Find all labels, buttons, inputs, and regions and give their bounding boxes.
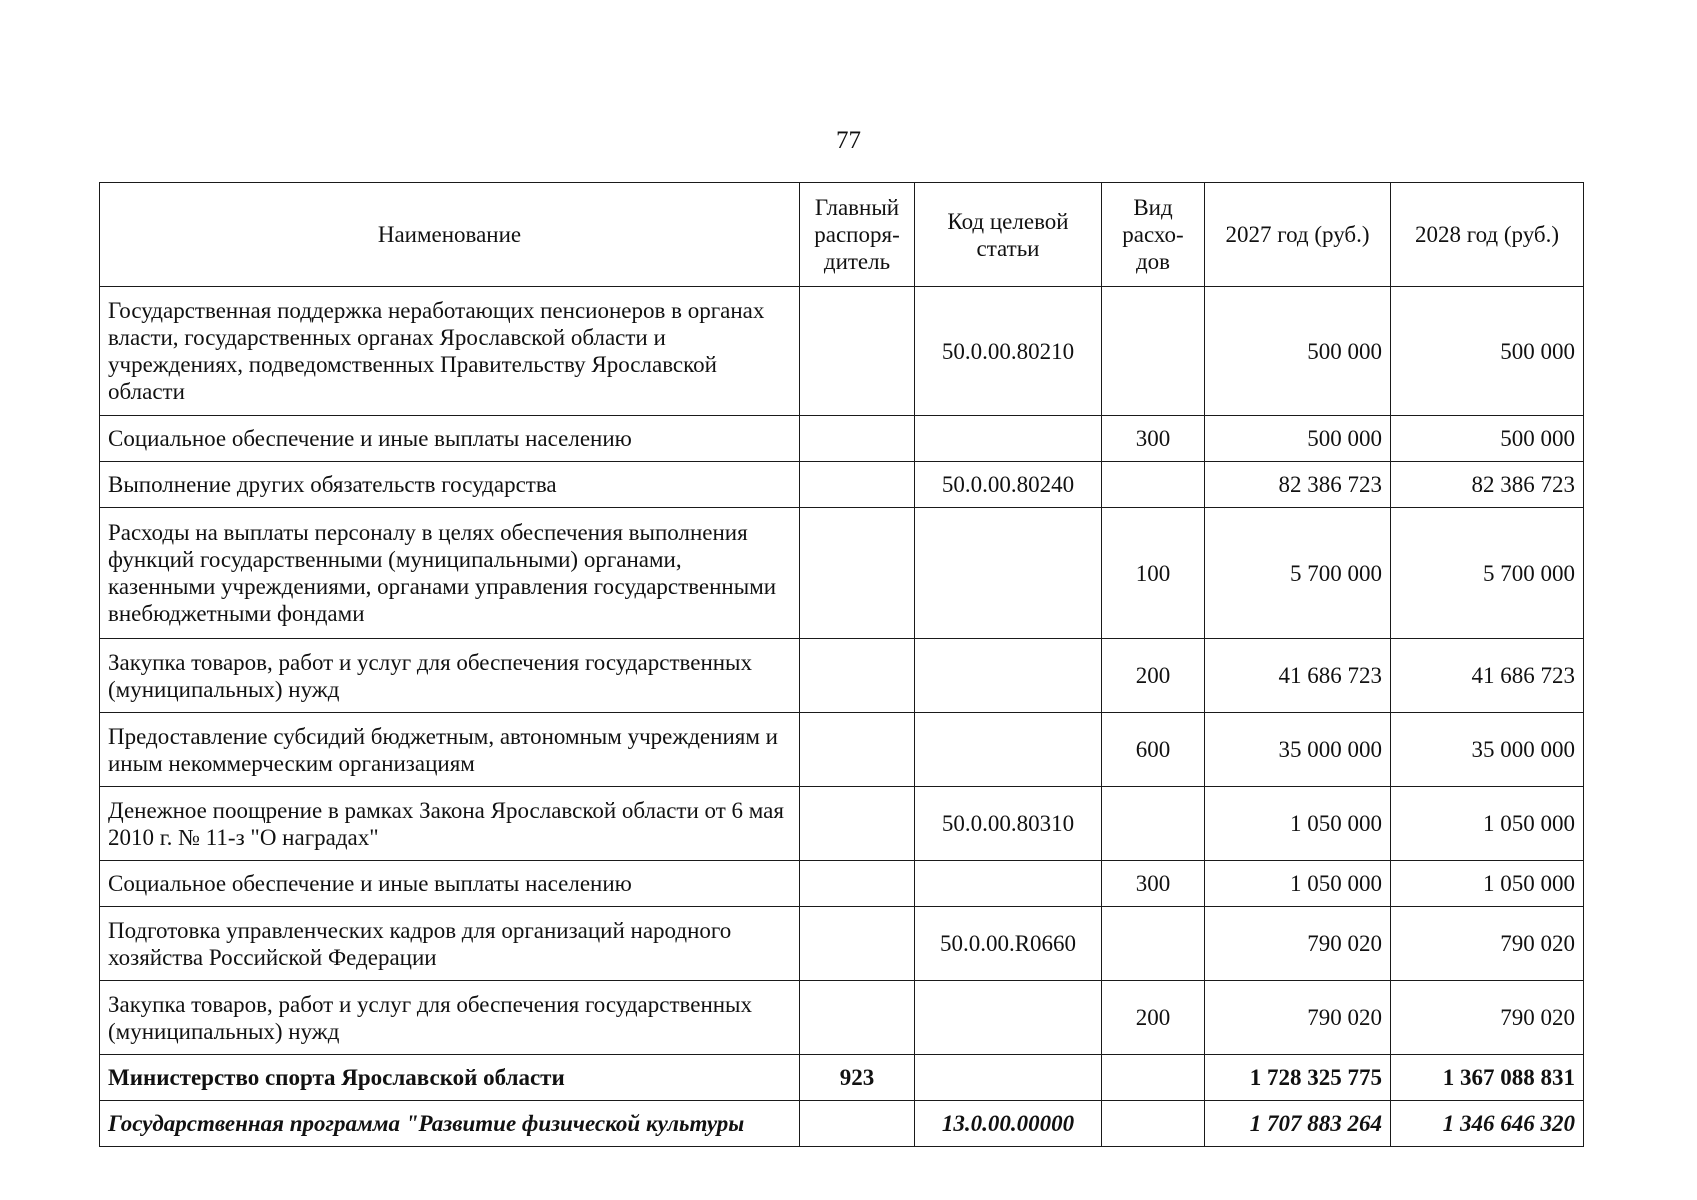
row-2028: 790 020 xyxy=(1391,907,1584,981)
row-2027: 82 386 723 xyxy=(1205,462,1391,508)
row-code xyxy=(915,713,1102,787)
header-kind: Вид расхо-дов xyxy=(1102,183,1205,287)
header-2028: 2028 год (руб.) xyxy=(1391,183,1584,287)
table-row xyxy=(100,713,1584,787)
row-2027: 790 020 xyxy=(1205,907,1391,981)
row-admin: 923 xyxy=(800,1055,915,1101)
table-row xyxy=(100,462,1584,508)
table-row xyxy=(100,787,1584,861)
header-admin: Главный распоря-дитель xyxy=(800,183,915,287)
row-code xyxy=(915,639,1102,713)
row-name: Закупка товаров, работ и услуг для обеспечения государственных (муниципальных) нужд xyxy=(100,639,800,713)
header-2027: 2027 год (руб.) xyxy=(1205,183,1391,287)
row-2028: 1 367 088 831 xyxy=(1391,1055,1584,1101)
row-name: Закупка товаров, работ и услуг для обеспечения государственных (муниципальных) нужд xyxy=(100,981,800,1055)
row-2028: 1 050 000 xyxy=(1391,787,1584,861)
row-2027: 1 707 883 264 xyxy=(1205,1101,1391,1147)
row-2028: 41 686 723 xyxy=(1391,639,1584,713)
row-admin xyxy=(800,462,915,508)
row-code: 50.0.00.80240 xyxy=(915,462,1102,508)
page-number: 77 xyxy=(836,127,861,154)
table-header-row xyxy=(100,183,1584,287)
row-name: Государственная программа "Развитие физической культуры xyxy=(100,1101,800,1147)
row-2028: 82 386 723 xyxy=(1391,462,1584,508)
row-2028: 500 000 xyxy=(1391,416,1584,462)
row-kind xyxy=(1102,462,1205,508)
row-name: Денежное поощрение в рамках Закона Ярославской области от 6 мая 2010 г. № 11-з "О наградах" xyxy=(100,787,800,861)
row-kind: 200 xyxy=(1102,639,1205,713)
row-name: Подготовка управленческих кадров для организаций народного хозяйства Российской Федерации xyxy=(100,907,800,981)
row-code xyxy=(915,981,1102,1055)
row-2027: 790 020 xyxy=(1205,981,1391,1055)
row-admin xyxy=(800,508,915,639)
row-2028: 790 020 xyxy=(1391,981,1584,1055)
row-kind: 300 xyxy=(1102,416,1205,462)
row-kind: 300 xyxy=(1102,861,1205,907)
row-2027: 1 050 000 xyxy=(1205,861,1391,907)
row-admin xyxy=(800,639,915,713)
row-admin xyxy=(800,1101,915,1147)
table-row xyxy=(100,508,1584,639)
header-code: Код целевой статьи xyxy=(915,183,1102,287)
row-name: Расходы на выплаты персоналу в целях обеспечения выполнения функций государственными (муниципальными) органами, казенными учреждениями, органами управления государственными внебюджетными фондами xyxy=(100,508,800,639)
row-code xyxy=(915,1055,1102,1101)
row-2028: 5 700 000 xyxy=(1391,508,1584,639)
table-row xyxy=(100,981,1584,1055)
row-2028: 1 050 000 xyxy=(1391,861,1584,907)
row-name: Министерство спорта Ярославской области xyxy=(100,1055,800,1101)
table-row xyxy=(100,287,1584,416)
row-code: 13.0.00.00000 xyxy=(915,1101,1102,1147)
table-row xyxy=(100,1055,1584,1101)
row-name: Социальное обеспечение и иные выплаты населению xyxy=(100,861,800,907)
table-row xyxy=(100,416,1584,462)
table-row xyxy=(100,639,1584,713)
row-code: 50.0.00.80210 xyxy=(915,287,1102,416)
row-admin xyxy=(800,713,915,787)
row-kind: 100 xyxy=(1102,508,1205,639)
row-code xyxy=(915,508,1102,639)
row-code xyxy=(915,861,1102,907)
row-kind: 600 xyxy=(1102,713,1205,787)
row-name: Выполнение других обязательств государства xyxy=(100,462,800,508)
row-admin xyxy=(800,416,915,462)
row-admin xyxy=(800,287,915,416)
row-code: 50.0.00.80310 xyxy=(915,787,1102,861)
row-admin xyxy=(800,907,915,981)
row-code xyxy=(915,416,1102,462)
table-row xyxy=(100,1101,1584,1147)
row-name: Государственная поддержка неработающих пенсионеров в органах власти, государственных органах Ярославской области и учреждениях, подведомственных Правительству Ярославской области xyxy=(100,287,800,416)
row-2028: 1 346 646 320 xyxy=(1391,1101,1584,1147)
row-admin xyxy=(800,981,915,1055)
table-row xyxy=(100,861,1584,907)
row-2027: 35 000 000 xyxy=(1205,713,1391,787)
row-kind xyxy=(1102,1101,1205,1147)
row-2028: 35 000 000 xyxy=(1391,713,1584,787)
row-2027: 1 728 325 775 xyxy=(1205,1055,1391,1101)
row-kind: 200 xyxy=(1102,981,1205,1055)
row-name: Социальное обеспечение и иные выплаты населению xyxy=(100,416,800,462)
budget-table xyxy=(99,182,1584,1147)
row-2027: 500 000 xyxy=(1205,416,1391,462)
header-name: Наименование xyxy=(100,183,800,287)
table-row xyxy=(100,907,1584,981)
row-name: Предоставление субсидий бюджетным, автономным учреждениям и иным некоммерческим организациям xyxy=(100,713,800,787)
row-2027: 1 050 000 xyxy=(1205,787,1391,861)
row-kind xyxy=(1102,287,1205,416)
row-code: 50.0.00.R0660 xyxy=(915,907,1102,981)
row-2027: 41 686 723 xyxy=(1205,639,1391,713)
row-admin xyxy=(800,787,915,861)
row-2027: 5 700 000 xyxy=(1205,508,1391,639)
row-kind xyxy=(1102,787,1205,861)
row-kind xyxy=(1102,1055,1205,1101)
row-2027: 500 000 xyxy=(1205,287,1391,416)
row-admin xyxy=(800,861,915,907)
row-2028: 500 000 xyxy=(1391,287,1584,416)
row-kind xyxy=(1102,907,1205,981)
